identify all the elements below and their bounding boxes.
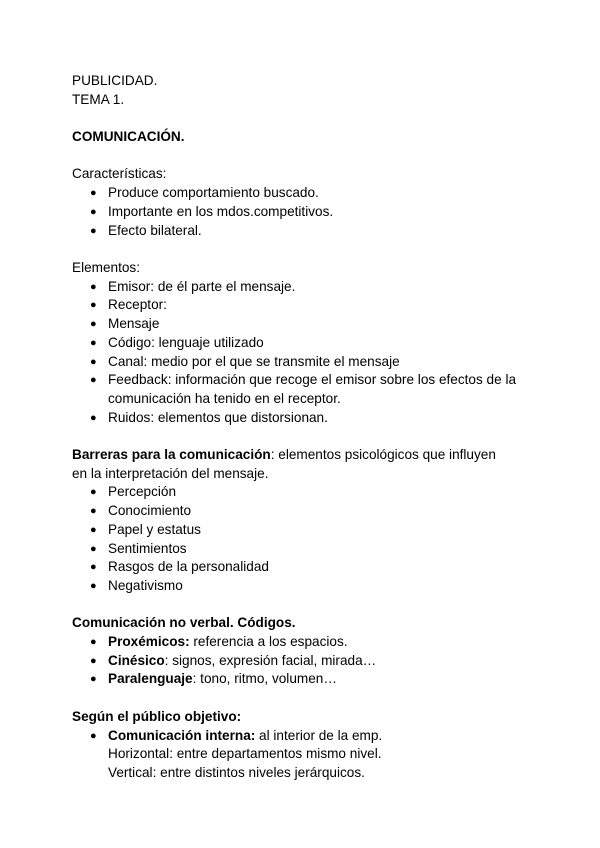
no-verbal-title: Comunicación no verbal. Códigos. — [72, 615, 296, 631]
no-verbal-list — [72, 633, 532, 689]
bullet-icon: ● — [90, 299, 97, 312]
list-item: ● Emisor: de él parte el mensaje. — [90, 278, 532, 297]
caracteristicas-title: Características: — [72, 166, 167, 182]
list-item: ● Cinésico: signos, expresión facial, mirada… — [90, 652, 532, 671]
list-item: ● Ruidos: elementos que distorsionan. — [90, 409, 532, 428]
barreras-title-continued: en la interpretación del mensaje. — [72, 465, 269, 481]
section-heading: COMUNICACIÓN. — [72, 129, 185, 145]
list-item: ● Efecto bilateral. — [90, 222, 532, 241]
barreras-list — [72, 483, 532, 595]
list-item: ● Receptor: — [90, 296, 532, 315]
bullet-icon: ● — [90, 486, 97, 499]
list-item: ● Conocimiento — [90, 502, 532, 521]
list-item: ● Comunicación interna: al interior de la emp. Horizontal: entre departamentos mismo nivel. Vertical: entre distintos niveles jerárquicos. — [90, 727, 532, 783]
bullet-icon: ● — [90, 654, 97, 667]
publico-sub-horizontal: Horizontal: entre departamentos mismo nivel. — [108, 746, 382, 762]
list-item: ● Importante en los mdos.competitivos. — [90, 203, 532, 222]
list-item: ● Feedback: información que recoge el emisor sobre los efectos de la comunicación ha tenido en el receptor. — [90, 372, 517, 406]
bullet-icon: ● — [90, 561, 97, 574]
bullet-icon: ● — [90, 636, 97, 649]
bullet-icon: ● — [90, 318, 97, 331]
bullet-icon: ● — [90, 224, 97, 237]
list-item: ● Rasgos de la personalidad — [90, 558, 532, 577]
list-item: ● Mensaje — [90, 315, 532, 334]
elementos-list — [72, 278, 532, 428]
caracteristicas-list — [72, 184, 532, 240]
bullet-icon: ● — [90, 187, 97, 200]
list-item: ● Produce comportamiento buscado. — [90, 184, 532, 203]
bullet-icon: ● — [90, 729, 97, 742]
document-page — [72, 72, 532, 783]
elementos-title: Elementos: — [72, 259, 141, 275]
publico-list — [72, 727, 532, 783]
bullet-icon: ● — [90, 505, 97, 518]
bullet-icon: ● — [90, 336, 97, 349]
bullet-icon: ● — [90, 579, 97, 592]
bullet-icon: ● — [90, 673, 97, 686]
publico-sub-vertical: Vertical: entre distintos niveles jerárquicos. — [108, 764, 365, 780]
list-item: ● Código: lenguaje utilizado — [90, 334, 532, 353]
list-item: ● Sentimientos — [90, 540, 532, 559]
bullet-icon: ● — [90, 542, 97, 555]
list-item: ● Negativismo — [90, 577, 532, 596]
list-item: ● Canal: medio por el que se transmite el mensaje — [90, 353, 532, 372]
bullet-icon: ● — [90, 355, 97, 368]
barreras-title: Barreras para la comunicación: elementos psicológicos que influyen — [72, 447, 496, 462]
bullet-icon: ● — [90, 374, 97, 387]
bullet-icon: ● — [90, 280, 97, 293]
bullet-icon: ● — [90, 205, 97, 218]
bullet-icon: ● — [90, 523, 97, 536]
bullet-icon: ● — [90, 411, 97, 424]
list-item: ● Paralenguaje: tono, ritmo, volumen… — [90, 670, 532, 689]
list-item: ● Papel y estatus — [90, 521, 532, 540]
publico-title: Según el público objetivo: — [72, 708, 242, 724]
list-item: ● Proxémicos: referencia a los espacios. — [90, 633, 532, 652]
list-item: ● Percepción — [90, 483, 532, 502]
header-topic: TEMA 1. — [72, 91, 125, 107]
header-subject: PUBLICIDAD. — [72, 73, 158, 88]
